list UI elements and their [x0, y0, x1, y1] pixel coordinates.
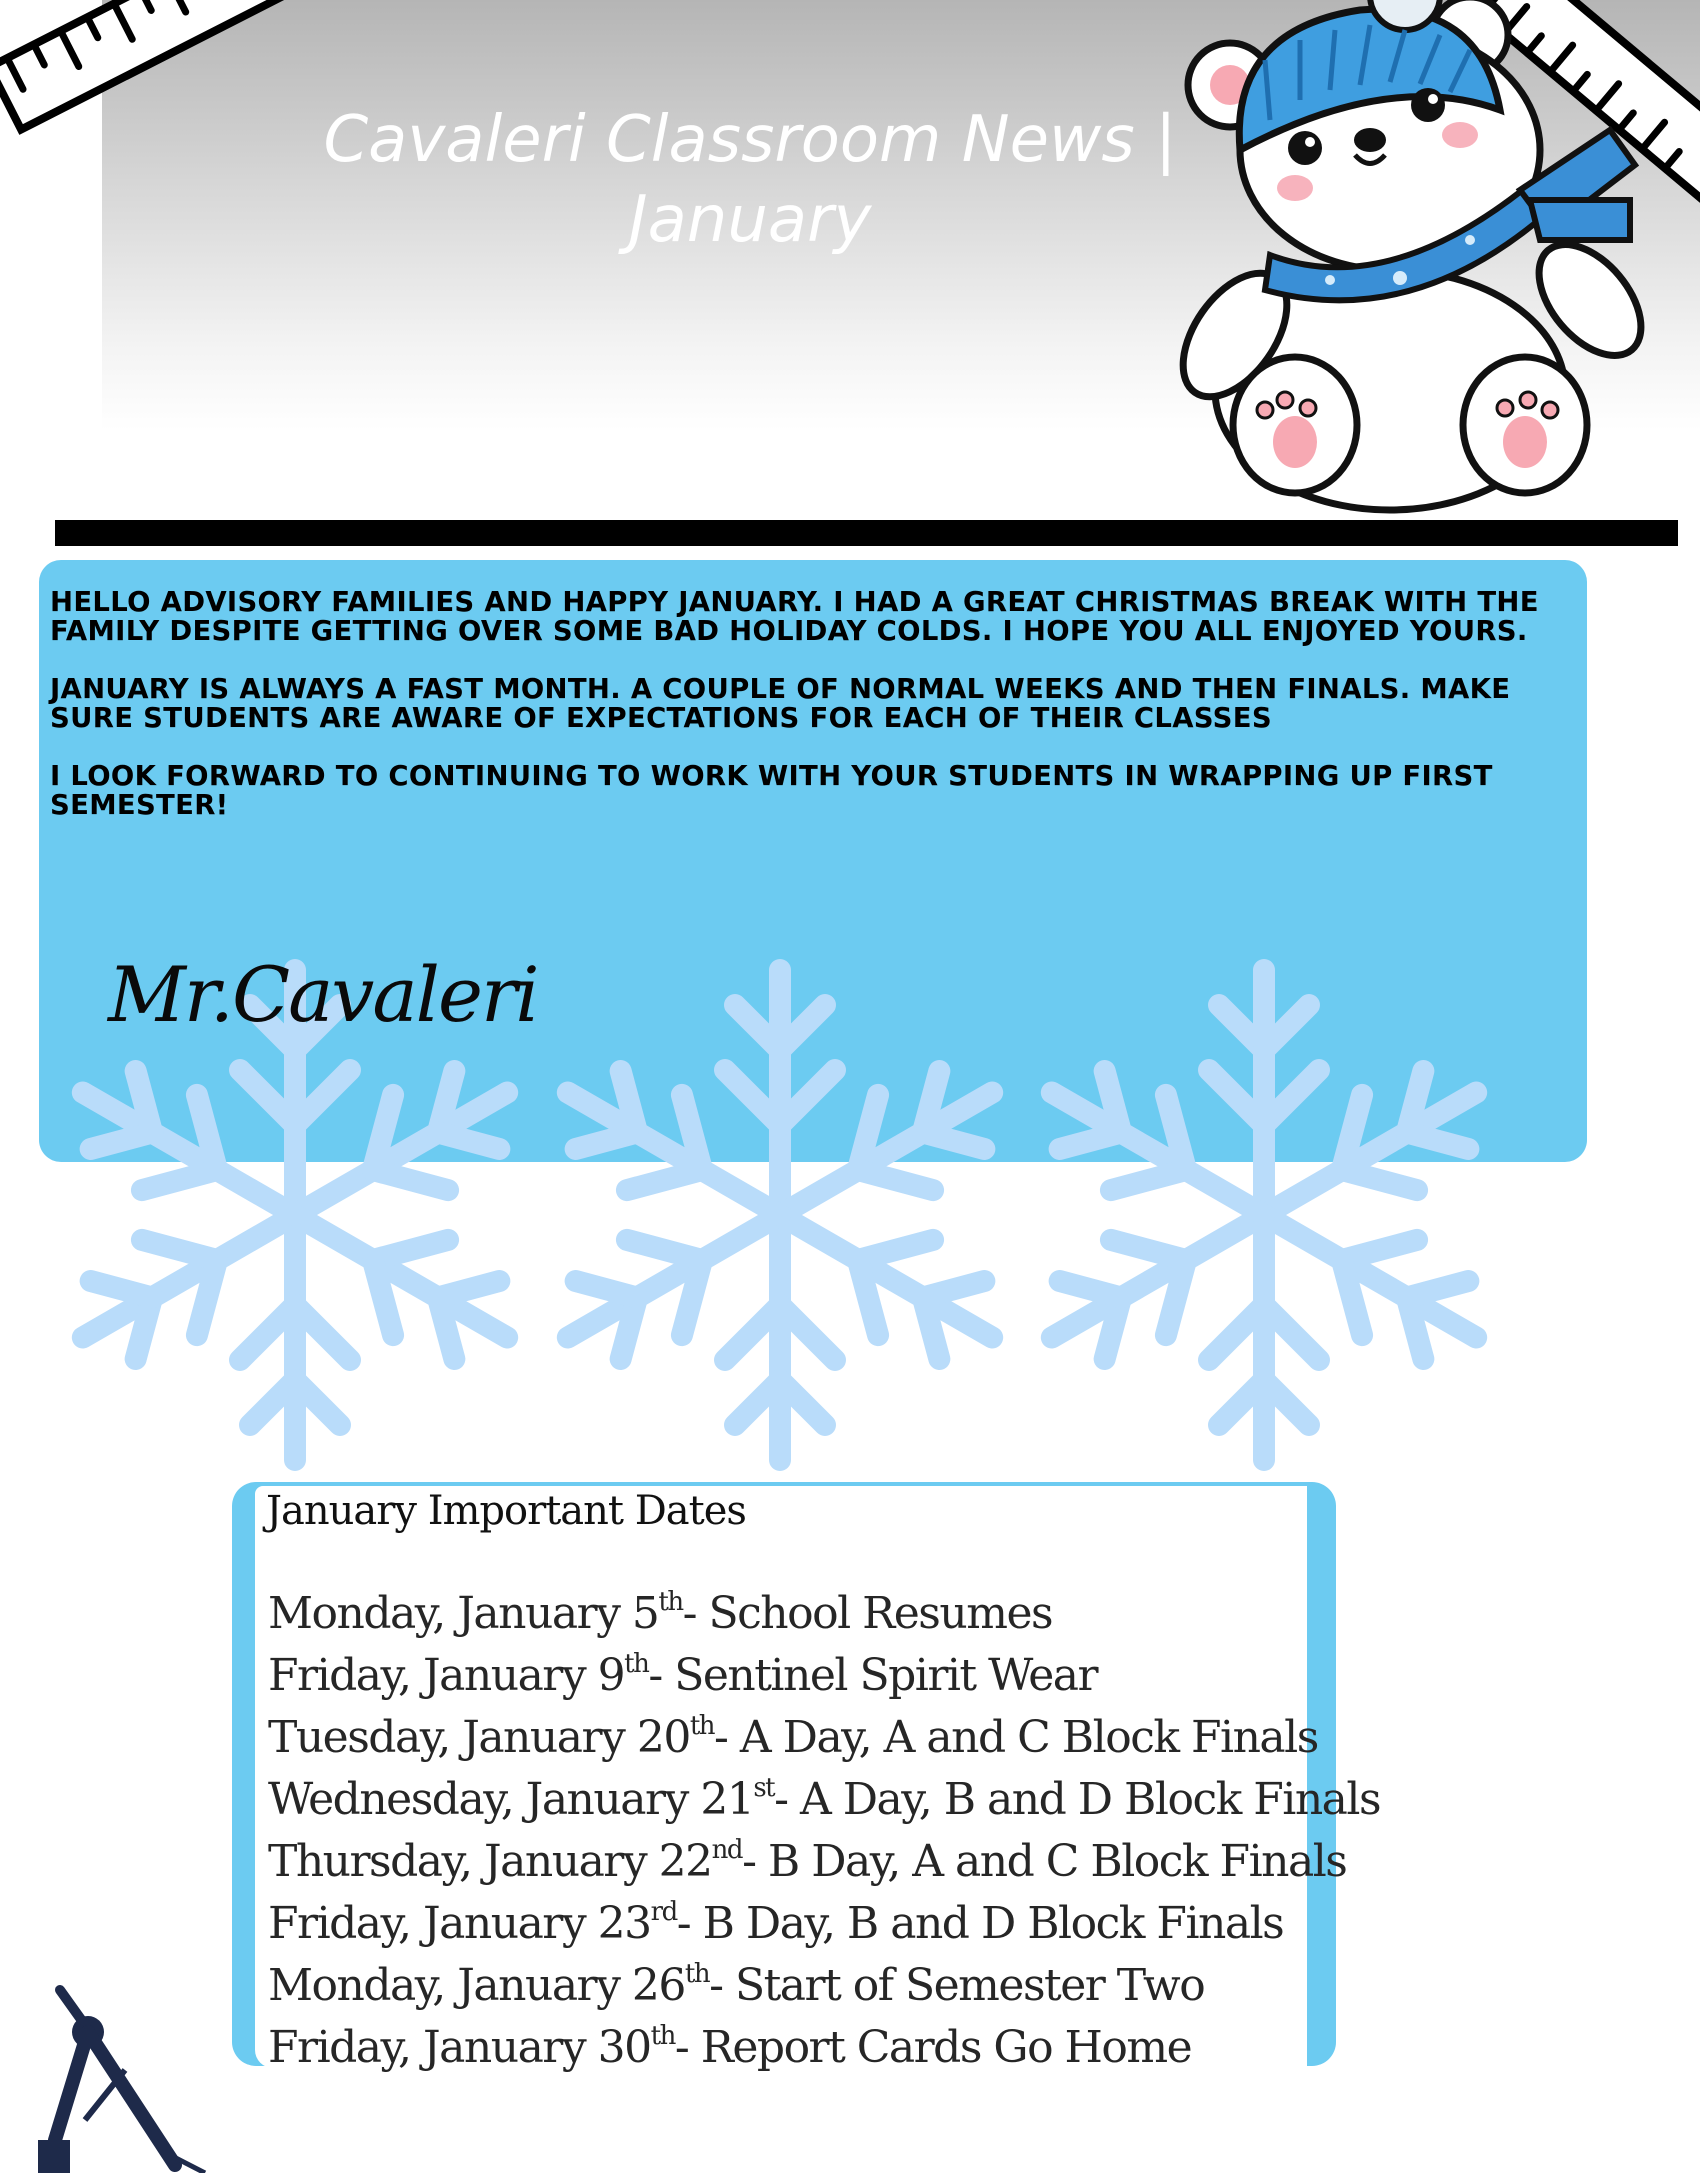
signature: Mr.Cavaleri [108, 950, 538, 1039]
title-line-2: January [628, 183, 872, 257]
dates-title: January Important Dates [266, 1488, 746, 1534]
title-line-1: Cavaleri Classroom News | [323, 103, 1177, 177]
letter-paragraph: I LOOK FORWARD TO CONTINUING TO WORK WITH YOUR STUDENTS IN WRAPPING UP FIRST SEMESTER! [50, 760, 1493, 821]
date-item: Monday, January 26th- Start of Semester Two [268, 1959, 1205, 2011]
divider-bar [55, 520, 1678, 546]
letter-paragraph: JANUARY IS ALWAYS A FAST MONTH. A COUPLE OF NORMAL WEEKS AND THEN FINALS. MAKE SURE STUDENTS ARE AWARE OF EXPECTATIONS FOR EACH OF THEIR CLASSES [50, 673, 1511, 734]
date-item: Wednesday, January 21st- A Day, B and D Block Finals [268, 1773, 1381, 1825]
date-item: Friday, January 30th- Report Cards Go Home [268, 2021, 1192, 2073]
compass-icon [30, 1990, 220, 2173]
date-item: Thursday, January 22nd- B Day, A and C Block Finals [268, 1835, 1347, 1887]
date-item: Tuesday, January 20th- A Day, A and C Block Finals [268, 1711, 1318, 1763]
date-item: Monday, January 5th- School Resumes [268, 1587, 1053, 1639]
letter-body [50, 588, 1550, 849]
ruler-icon [0, 0, 340, 150]
date-item: Friday, January 9th- Sentinel Spirit Wear [268, 1649, 1098, 1701]
snowflake-icon [1039, 960, 1489, 1470]
letter-paragraph: HELLO ADVISORY FAMILIES AND HAPPY JANUARY. I HAD A GREAT CHRISTMAS BREAK WITH THE FAMILY DESPITE GETTING OVER SOME BAD HOLIDAY COLDS. I HOPE YOU ALL ENJOYED YOURS. [50, 586, 1539, 647]
snowflake-icon [555, 960, 1005, 1470]
date-item: Friday, January 23rd- B Day, B and D Block Finals [268, 1897, 1284, 1949]
page-title [300, 100, 1200, 260]
polar-bear-illustration [1160, 0, 1680, 520]
